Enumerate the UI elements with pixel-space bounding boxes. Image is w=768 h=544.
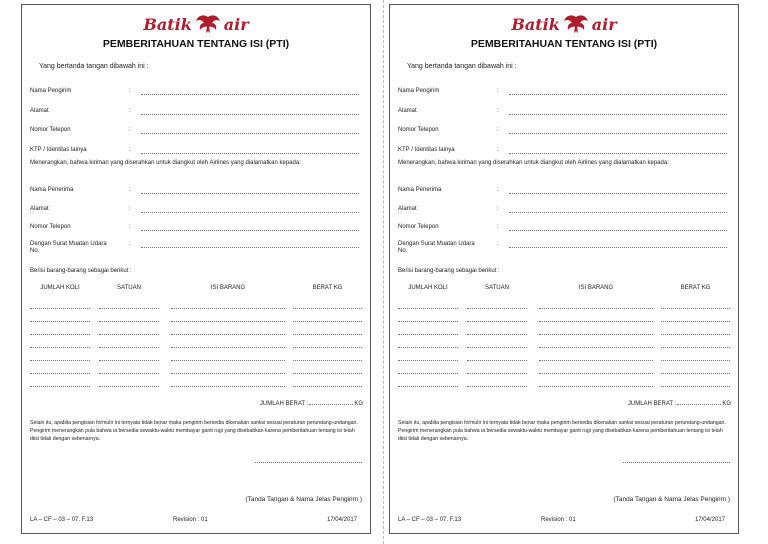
table-cell[interactable] bbox=[398, 308, 458, 309]
total-weight-label: JUMLAH BERAT : bbox=[259, 401, 309, 407]
total-weight-line[interactable] bbox=[309, 404, 353, 405]
table-cell[interactable] bbox=[293, 321, 362, 322]
table-cell[interactable] bbox=[171, 360, 285, 361]
fill-line[interactable] bbox=[509, 212, 727, 213]
signature-line[interactable] bbox=[623, 462, 730, 463]
field-colon: : bbox=[497, 147, 499, 153]
fill-line[interactable] bbox=[509, 247, 727, 248]
table-cell[interactable] bbox=[467, 386, 527, 387]
table-cell[interactable] bbox=[171, 347, 285, 348]
sender-field bbox=[398, 127, 730, 137]
receiver-field bbox=[30, 187, 362, 197]
table-header: ISI BARANG bbox=[210, 285, 246, 291]
form-copy-right bbox=[389, 4, 739, 534]
table-cell[interactable] bbox=[539, 386, 653, 387]
fill-line[interactable] bbox=[141, 230, 359, 231]
field-label: Nama Pengirim bbox=[398, 88, 440, 94]
field-label: Nama Penerima bbox=[30, 187, 74, 193]
batik-air-logo bbox=[390, 13, 738, 39]
form-revision: Revision : 01 bbox=[173, 517, 208, 523]
table-cell[interactable] bbox=[539, 334, 653, 335]
garuda-emblem-icon bbox=[563, 13, 589, 35]
table-header: SATUAN bbox=[485, 285, 509, 291]
field-label: KTP / Identitas lainya bbox=[398, 147, 455, 153]
form-code: LA – CF – 03 – 07. F.13 bbox=[30, 517, 94, 523]
receiver-field bbox=[30, 224, 362, 234]
table-cell[interactable] bbox=[171, 321, 285, 322]
total-weight-unit: KG bbox=[354, 401, 363, 407]
page-divider bbox=[383, 0, 384, 544]
table-cell[interactable] bbox=[171, 386, 285, 387]
table-cell[interactable] bbox=[661, 308, 730, 309]
sender-field bbox=[30, 108, 362, 118]
total-weight-label: JUMLAH BERAT : bbox=[627, 401, 677, 407]
table-cell[interactable] bbox=[467, 373, 527, 374]
receiver-field bbox=[30, 206, 362, 216]
sender-field bbox=[398, 147, 730, 157]
notice-text: Selain itu, apabila pengisian formulir ini ternyata tidak benar maka pengirim bersedia dikenakan sanksi sesuai peraturan perundang-undangan. Pengirim menerangkan pula bahwa ia bersedia sewaktu-waktu membayar ganti rugi yang disebabkan karena pemberitahuan tentang isi telah diisi tidak dengan sebenarnya. bbox=[30, 420, 358, 442]
receiver-field bbox=[30, 241, 362, 254]
receiver-field bbox=[398, 224, 730, 234]
table-cell[interactable] bbox=[293, 360, 362, 361]
fill-line[interactable] bbox=[141, 153, 359, 154]
table-cell[interactable] bbox=[30, 347, 90, 348]
field-label: Alamat bbox=[30, 206, 49, 212]
field-colon: : bbox=[129, 224, 131, 230]
fill-line[interactable] bbox=[509, 153, 727, 154]
form-code: LA – CF – 03 – 07. F.13 bbox=[398, 517, 462, 523]
logo-word-batik: Batik bbox=[511, 14, 560, 34]
table-cell[interactable] bbox=[99, 347, 159, 348]
field-colon: : bbox=[129, 187, 131, 193]
table-cell[interactable] bbox=[293, 347, 362, 348]
fill-line[interactable] bbox=[141, 133, 359, 134]
field-colon: : bbox=[497, 224, 499, 230]
field-label: Alamat bbox=[398, 206, 417, 212]
declaration-text: Menerangkan, bahwa kiriman yang diserahkan untuk diangkut oleh Airlines yang dialamatkan kepada: bbox=[398, 160, 669, 166]
table-cell[interactable] bbox=[30, 334, 90, 335]
fill-line[interactable] bbox=[141, 114, 359, 115]
table-cell[interactable] bbox=[398, 321, 458, 322]
field-label: Nomor Telepon bbox=[398, 224, 439, 230]
table-cell[interactable] bbox=[30, 308, 90, 309]
table-cell[interactable] bbox=[539, 308, 653, 309]
table-cell[interactable] bbox=[293, 334, 362, 335]
sender-field bbox=[398, 108, 730, 118]
field-colon: : bbox=[129, 206, 131, 212]
fill-line[interactable] bbox=[509, 133, 727, 134]
table-cell[interactable] bbox=[539, 373, 653, 374]
table-cell[interactable] bbox=[99, 308, 159, 309]
fill-line[interactable] bbox=[509, 230, 727, 231]
intro-text: Yang bertanda tangan dibawah ini : bbox=[39, 63, 149, 70]
table-cell[interactable] bbox=[467, 360, 527, 361]
table-cell[interactable] bbox=[293, 308, 362, 309]
items-intro: Berisi barang-barang sebagai berikut : bbox=[398, 268, 500, 274]
table-cell[interactable] bbox=[661, 360, 730, 361]
table-header: JUMLAH KOLI bbox=[40, 285, 80, 291]
table-cell[interactable] bbox=[467, 334, 527, 335]
sender-field bbox=[30, 127, 362, 137]
field-colon: : bbox=[497, 206, 499, 212]
table-cell[interactable] bbox=[30, 386, 90, 387]
total-weight bbox=[628, 401, 731, 407]
field-label: Nomor Telepon bbox=[30, 224, 71, 230]
signature-caption: (Tanda Tangan & Nama Jelas Pengirim ) bbox=[613, 496, 730, 503]
form-date: 17/04/2017 bbox=[694, 517, 725, 523]
field-label: Nama Penerima bbox=[398, 187, 442, 193]
table-cell[interactable] bbox=[99, 386, 159, 387]
field-label: Dengan Surat Muatan Udara No bbox=[30, 241, 107, 254]
field-colon: : bbox=[129, 241, 131, 247]
intro-text: Yang bertanda tangan dibawah ini : bbox=[407, 63, 517, 70]
table-cell[interactable] bbox=[661, 373, 730, 374]
table-cell[interactable] bbox=[293, 373, 362, 374]
receiver-field bbox=[398, 241, 730, 254]
table-cell[interactable] bbox=[398, 360, 458, 361]
table-cell[interactable] bbox=[398, 386, 458, 387]
table-cell[interactable] bbox=[539, 347, 653, 348]
field-colon: : bbox=[129, 147, 131, 153]
table-cell[interactable] bbox=[171, 334, 285, 335]
table-cell[interactable] bbox=[30, 321, 90, 322]
form-title: PEMBERITAHUAN TENTANG ISI (PTI) bbox=[102, 38, 290, 50]
table-cell[interactable] bbox=[30, 360, 90, 361]
table-header: SATUAN bbox=[117, 285, 141, 291]
fill-line[interactable] bbox=[509, 193, 727, 194]
table-header: ISI BARANG bbox=[578, 285, 614, 291]
logo-word-air: air bbox=[591, 14, 617, 34]
field-label: Nomor Telepon bbox=[398, 127, 439, 133]
table-cell[interactable] bbox=[467, 321, 527, 322]
table-cell[interactable] bbox=[293, 386, 362, 387]
field-colon: : bbox=[497, 127, 499, 133]
sender-field bbox=[30, 88, 362, 98]
notice-text: Selain itu, apabila pengisian formulir ini ternyata tidak benar maka pengirim bersedia dikenakan sanksi sesuai peraturan perundang-undangan. Pengirim menerangkan pula bahwa ia bersedia sewaktu-waktu membayar ganti rugi yang disebabkan karena pemberitahuan tentang isi telah diisi tidak dengan sebenarnya. bbox=[398, 420, 726, 442]
table-cell[interactable] bbox=[398, 373, 458, 374]
fill-line[interactable] bbox=[509, 114, 727, 115]
field-colon: : bbox=[497, 88, 499, 94]
table-cell[interactable] bbox=[398, 334, 458, 335]
table-cell[interactable] bbox=[398, 347, 458, 348]
table-cell[interactable] bbox=[539, 321, 653, 322]
form-revision: Revision : 01 bbox=[541, 517, 576, 523]
receiver-field bbox=[398, 206, 730, 216]
field-colon: : bbox=[497, 108, 499, 114]
logo-word-air: air bbox=[223, 14, 249, 34]
table-cell[interactable] bbox=[99, 321, 159, 322]
table-cell[interactable] bbox=[171, 308, 285, 309]
field-colon: : bbox=[497, 187, 499, 193]
table-cell[interactable] bbox=[30, 373, 90, 374]
fill-line[interactable] bbox=[509, 94, 727, 95]
table-cell[interactable] bbox=[661, 321, 730, 322]
field-label: KTP / Identitas lainya bbox=[30, 147, 87, 153]
fill-line[interactable] bbox=[141, 193, 359, 194]
table-header: BERAT KG bbox=[312, 285, 343, 291]
total-weight-unit: KG bbox=[722, 401, 731, 407]
batik-air-logo bbox=[22, 13, 370, 39]
table-cell[interactable] bbox=[661, 386, 730, 387]
field-label: Alamat bbox=[30, 108, 49, 114]
table-header: BERAT KG bbox=[680, 285, 711, 291]
sender-field bbox=[30, 147, 362, 157]
signature-line[interactable] bbox=[255, 462, 362, 463]
sender-field bbox=[398, 88, 730, 98]
form-title: PEMBERITAHUAN TENTANG ISI (PTI) bbox=[470, 38, 658, 50]
table-header: JUMLAH KOLI bbox=[408, 285, 448, 291]
field-colon: : bbox=[129, 127, 131, 133]
table-cell[interactable] bbox=[467, 308, 527, 309]
total-weight bbox=[260, 401, 363, 407]
items-intro: Berisi barang-barang sebagai berikut : bbox=[30, 268, 132, 274]
table-cell[interactable] bbox=[99, 334, 159, 335]
field-label: Alamat bbox=[398, 108, 417, 114]
form-copy-left bbox=[21, 4, 371, 534]
fill-line[interactable] bbox=[141, 247, 359, 248]
declaration-text: Menerangkan, bahwa kiriman yang diserahkan untuk diangkut oleh Airlines yang dialamatkan kepada: bbox=[30, 160, 301, 166]
form-date: 17/04/2017 bbox=[326, 517, 357, 523]
table-cell[interactable] bbox=[661, 347, 730, 348]
field-label: Nama Pengirim bbox=[30, 88, 72, 94]
fill-line[interactable] bbox=[141, 94, 359, 95]
table-cell[interactable] bbox=[171, 373, 285, 374]
total-weight-line[interactable] bbox=[677, 404, 721, 405]
field-colon: : bbox=[497, 241, 499, 247]
field-colon: : bbox=[129, 108, 131, 114]
fill-line[interactable] bbox=[141, 212, 359, 213]
receiver-field bbox=[398, 187, 730, 197]
table-cell[interactable] bbox=[539, 360, 653, 361]
table-cell[interactable] bbox=[467, 347, 527, 348]
field-label: Dengan Surat Muatan Udara No bbox=[398, 241, 475, 254]
field-label: Nomor Telepon bbox=[30, 127, 71, 133]
table-cell[interactable] bbox=[99, 373, 159, 374]
table-cell[interactable] bbox=[99, 360, 159, 361]
signature-caption: (Tanda Tangan & Nama Jelas Pengirim ) bbox=[245, 496, 362, 503]
table-cell[interactable] bbox=[661, 334, 730, 335]
logo-word-batik: Batik bbox=[143, 14, 192, 34]
garuda-emblem-icon bbox=[195, 13, 221, 35]
field-colon: : bbox=[129, 88, 131, 94]
